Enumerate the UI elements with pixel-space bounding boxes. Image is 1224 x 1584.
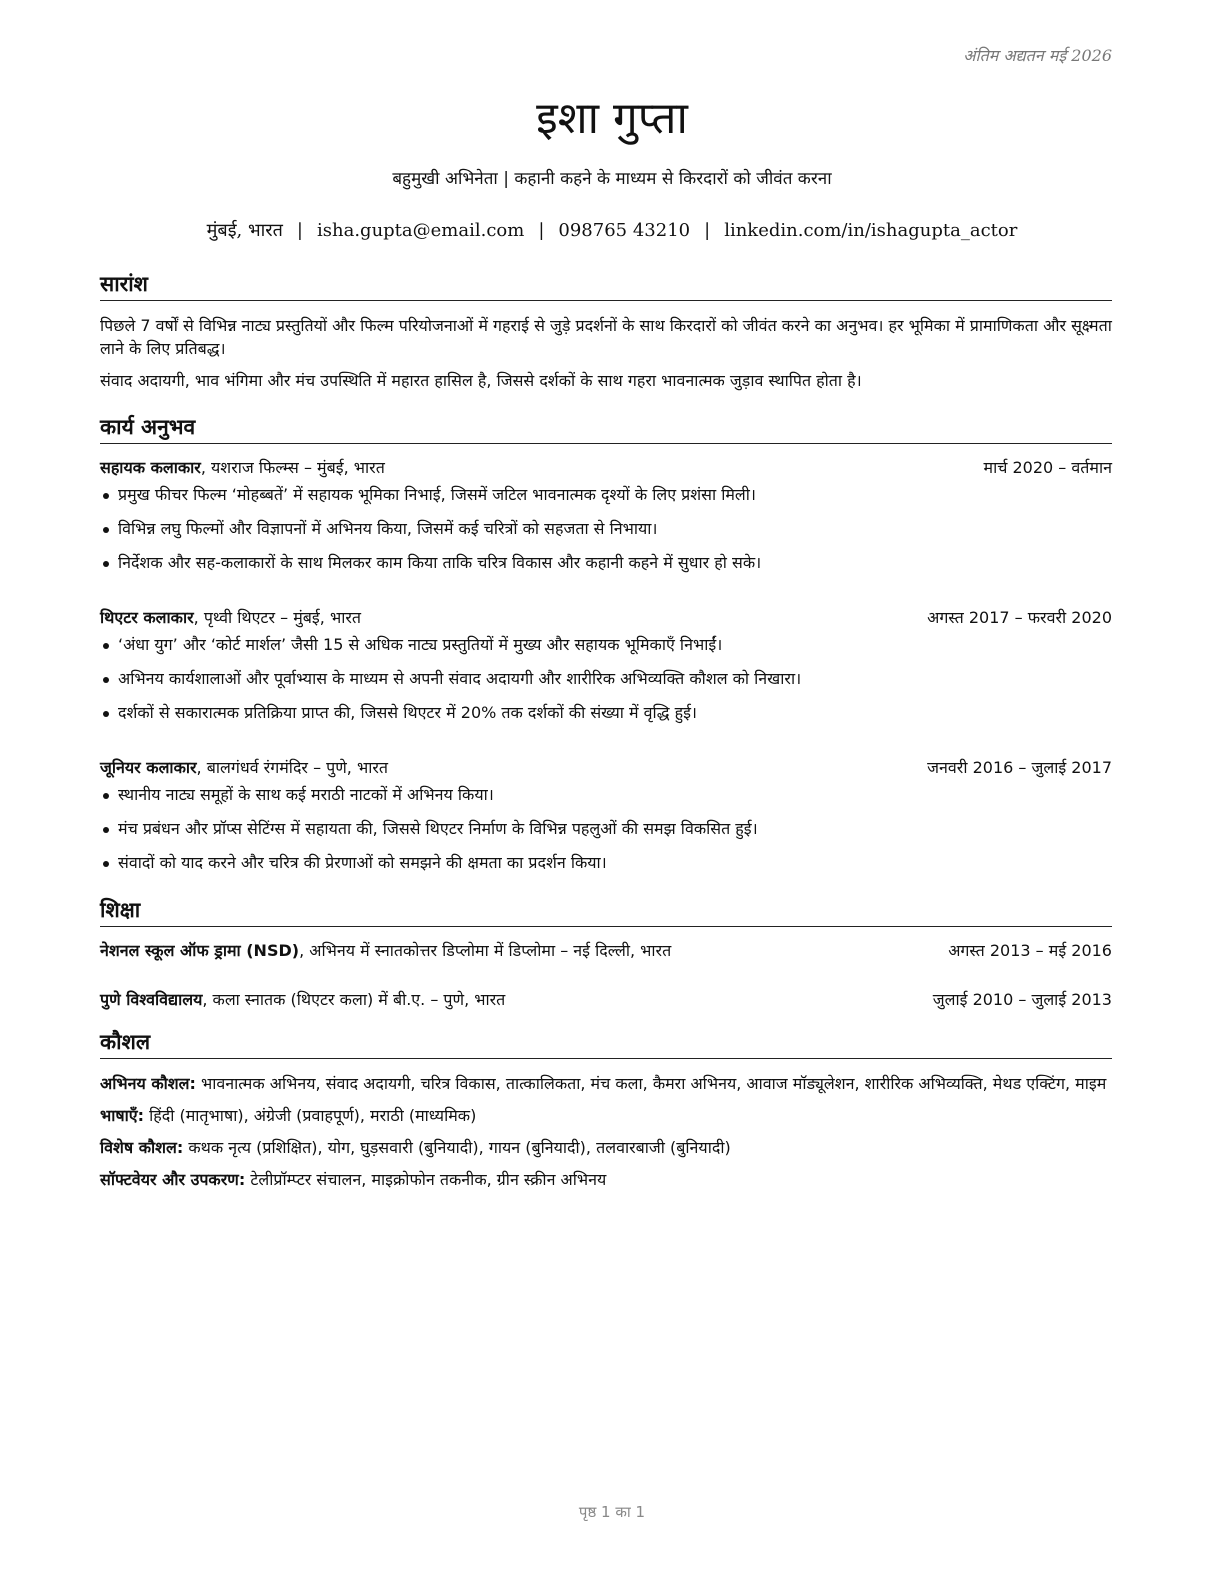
skill-line: [100, 1168, 1116, 1191]
job-org: , यशराज फिल्म्स – मुंबई, भारत: [200, 458, 385, 477]
tagline: बहुमुखी अभिनेता | कहानी कहने के माध्यम से किरदारों को जीवंत करना: [392, 169, 832, 189]
skill-text: टेलीप्रॉम्प्टर संचालन, माइक्रोफोन तकनीक, ग्रीन स्क्रीन अभिनय: [245, 1170, 607, 1189]
job-bullet: विभिन्न लघु फिल्मों और विज्ञापनों में अभिनय किया, जिसमें कई चरित्रों को सहजता से निभाया।: [100, 518, 1116, 552]
summary-paragraph: पिछले 7 वर्षों से विभिन्न नाट्य प्रस्तुतियों और फिल्म परियोजनाओं में गहराई से जुड़े प्रदर्शनों के साथ किरदारों को जीवंत करने का अनुभव। हर भूमिका में प्रामाणिकता और सूक्ष्मता लाने के लिए प्रतिबद्ध।: [100, 316, 1112, 358]
job-bullet: ‘अंधा युग’ और ‘कोर्ट मार्शल’ जैसी 15 से अधिक नाट्य प्रस्तुतियों में मुख्य और सहायक भूमिकाएँ निभाईं।: [100, 634, 1116, 668]
summary-paragraph: संवाद अदायगी, भाव भंगिमा और मंच उपस्थिति में महारत हासिल है, जिससे दर्शकों के साथ गहरा भावनात्मक जुड़ाव स्थापित होता है।: [100, 371, 862, 390]
job-bullets: [100, 634, 1116, 736]
last-updated-date: अंतिम अद्यतन मई 2026: [963, 46, 1112, 65]
education-dates: अगस्त 2013 – मई 2016: [948, 941, 1112, 960]
job-org: , बालगंधर्व रंगमंदिर – पुणे, भारत: [196, 758, 389, 777]
skill-line: [100, 1072, 1116, 1095]
job-bullet: प्रमुख फीचर फिल्म ‘मोहब्बतें’ में सहायक भूमिका निभाई, जिसमें जटिल भावनात्मक दृश्यों के लिए प्रशंसा मिली।: [100, 484, 1116, 518]
section-title-education: शिक्षा: [100, 896, 1112, 927]
skill-text: हिंदी (मातृभाषा), अंग्रेजी (प्रवाहपूर्ण), मराठी (माध्यमिक): [144, 1106, 477, 1125]
job-dates: अगस्त 2017 – फरवरी 2020: [927, 608, 1112, 627]
contact-separator: |: [538, 220, 545, 241]
job-header: [100, 606, 1116, 630]
job-bullets: [100, 484, 1116, 586]
job-header: [100, 456, 1116, 480]
job-bullets: [100, 784, 1116, 886]
job-entry: [100, 456, 1116, 586]
job-bullet: मंच प्रबंधन और प्रॉप्स सेटिंग्स में सहायता की, जिससे थिएटर निर्माण के विभिन्न पहलुओं की समझ विकसित हुई।: [100, 818, 1116, 852]
section-title-summary: सारांश: [100, 270, 1112, 301]
skill-label: विशेष कौशल:: [100, 1138, 184, 1157]
education-entry: [100, 988, 1116, 1012]
education-header: [100, 988, 1116, 1012]
job-bullet: दर्शकों से सकारात्मक प्रतिक्रिया प्राप्त की, जिससे थिएटर में 20% तक दर्शकों की संख्या में वृद्धि हुई।: [100, 702, 1116, 736]
education-school: पुणे विश्वविद्यालय: [100, 990, 203, 1009]
education-entry: [100, 939, 1116, 963]
education-dates: जुलाई 2010 – जुलाई 2013: [932, 990, 1112, 1009]
section-title-skills: कौशल: [100, 1028, 1112, 1059]
education-detail: , कला स्नातक (थिएटर कला) में बी.ए. – पुणे, भारत: [202, 990, 506, 1009]
job-bullet: स्थानीय नाट्य समूहों के साथ कई मराठी नाटकों में अभिनय किया।: [100, 784, 1116, 818]
skills-section: [100, 1072, 1116, 1200]
job-role: थिएटर कलाकार: [100, 608, 194, 627]
job-header: [100, 756, 1116, 780]
contact-line: [0, 218, 1224, 242]
contact-location: मुंबई, भारत: [206, 220, 283, 241]
contact-separator: |: [296, 220, 303, 241]
skill-label: सॉफ्टवेयर और उपकरण:: [100, 1170, 246, 1189]
skill-text: भावनात्मक अभिनय, संवाद अदायगी, चरित्र विकास, तात्कालिकता, मंच कला, कैमरा अभिनय, आवाज मॉड्यूलेशन, शारीरिक अभिव्यक्ति, मेथड एक्टिंग, माइम: [195, 1074, 1107, 1093]
job-bullet: निर्देशक और सह-कलाकारों के साथ मिलकर काम किया ताकि चरित्र विकास और कहानी कहने में सुधार हो सके।: [100, 552, 1116, 586]
job-org: , पृथ्वी थिएटर – मुंबई, भारत: [193, 608, 362, 627]
contact-email[interactable]: isha.gupta@email.com: [317, 220, 525, 241]
skill-text: कथक नृत्य (प्रशिक्षित), योग, घुड़सवारी (बुनियादी), गायन (बुनियादी), तलवारबाजी (बुनियादी): [183, 1138, 731, 1157]
job-entry: [100, 756, 1116, 886]
job-role: सहायक कलाकार: [100, 458, 201, 477]
job-entry: [100, 606, 1116, 736]
job-bullet: संवादों को याद करने और चरित्र की प्रेरणाओं को समझने की क्षमता का प्रदर्शन किया।: [100, 852, 1116, 886]
job-bullet: अभिनय कार्यशालाओं और पूर्वाभ्यास के माध्यम से अपनी संवाद अदायगी और शारीरिक अभिव्यक्ति कौशल को निखारा।: [100, 668, 1116, 702]
job-dates: मार्च 2020 – वर्तमान: [983, 458, 1112, 477]
education-school: नेशनल स्कूल ऑफ ड्रामा (NSD): [100, 941, 300, 960]
education-detail: , अभिनय में स्नातकोत्तर डिप्लोमा में डिप्लोमा – नई दिल्ली, भारत: [299, 941, 672, 960]
page-number: पृष्ठ 1 का 1: [578, 1503, 646, 1521]
contact-separator: |: [704, 220, 711, 241]
skill-label: भाषाएँ:: [100, 1106, 145, 1125]
skill-label: अभिनय कौशल:: [100, 1074, 196, 1093]
resume-name: इशा गुप्ता: [536, 93, 688, 144]
contact-linkedin[interactable]: linkedin.com/in/ishagupta_actor: [724, 220, 1018, 241]
section-title-experience: कार्य अनुभव: [100, 413, 1112, 444]
job-role: जूनियर कलाकार: [100, 758, 197, 777]
summary-section: [100, 314, 1116, 401]
skill-line: [100, 1104, 1116, 1127]
education-header: [100, 939, 1116, 963]
contact-phone[interactable]: 098765 43210: [558, 220, 691, 241]
skill-line: [100, 1136, 1116, 1159]
job-dates: जनवरी 2016 – जुलाई 2017: [927, 758, 1112, 777]
